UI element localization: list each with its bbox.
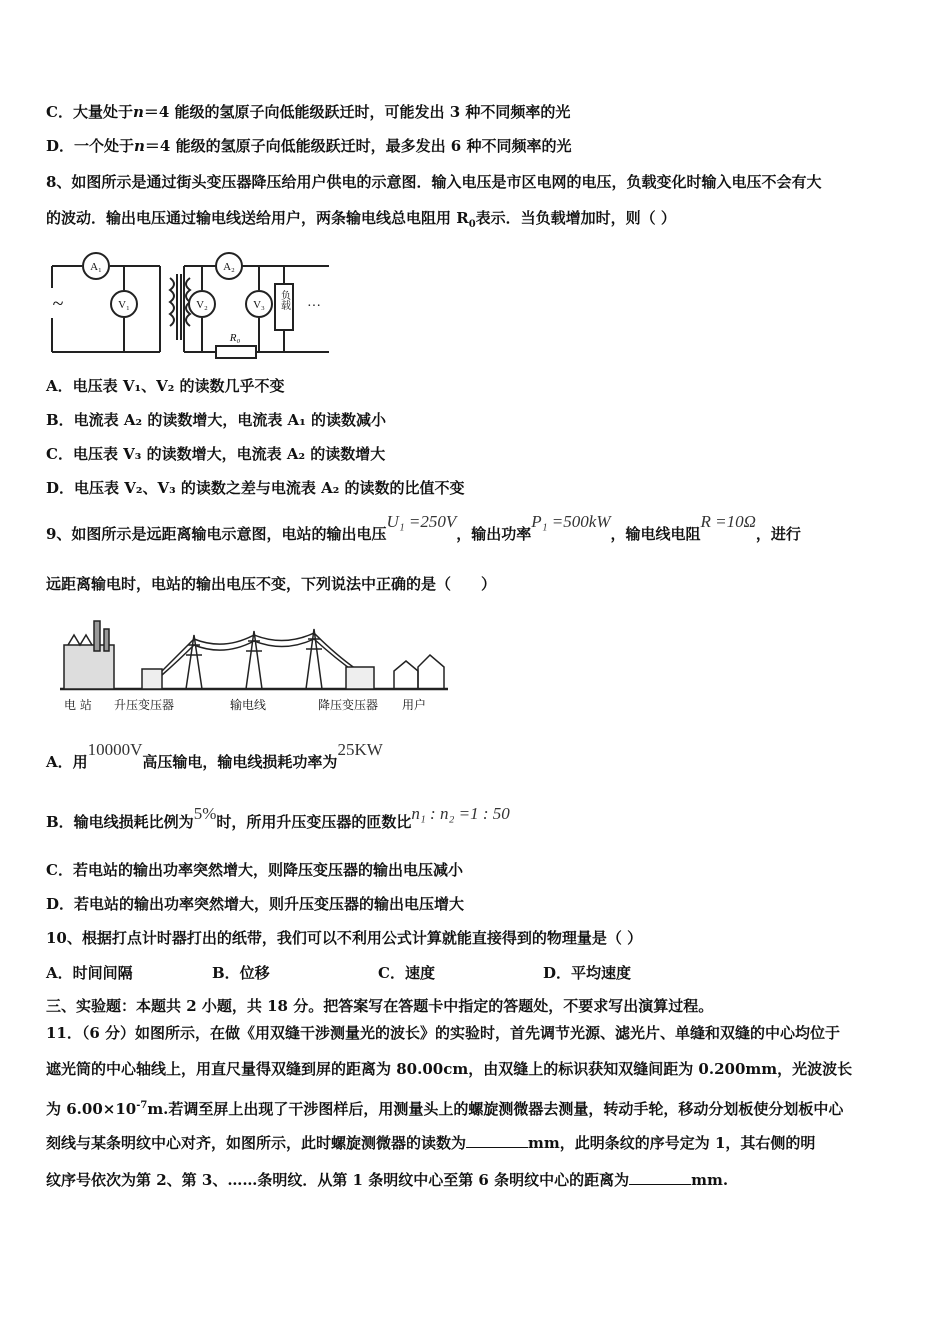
q8-option-b: B．电流表 A₂ 的读数增大，电流表 A₁ 的读数减小 (46, 411, 386, 429)
section-3-title: 三、实验题：本题共 2 小题，共 18 分。把答案写在答题卡中指定的答题处，不要求写出演算过程。 (46, 997, 714, 1015)
q10-option-d: D．平均速度 (543, 964, 632, 982)
continuation-dots: ··· (307, 299, 321, 314)
q9-stem-line2: 远距离输电时，电站的输出电压不变，下列说法中正确的是（ ） (46, 575, 497, 593)
q11-line4: 刻线与某条明纹中心对齐，如图所示，此时螺旋测微器的读数为 mm，此明条纹的序号定为 1，其右侧的明 (46, 1134, 816, 1152)
q11-line1: 11．（6 分）如图所示，在做《用双缝干涉测量光的波长》的实验时，首先调节光源、滤光片、单缝和双缝的中心均位于 (46, 1024, 841, 1042)
voltmeter-v1-label: V₁ (118, 299, 130, 311)
q8-stem-line2: 的波动．输出电压通过输电线送给用户，两条输电线总电阻用 $R_0$表示．当负载增加时，则（ ） (46, 209, 676, 230)
q9-transmission-figure (56, 615, 450, 715)
q8-option-c: C．电压表 V₃ 的读数增大，电流表 A₂ 的读数增大 (46, 445, 386, 463)
ammeter-a2-label: A₂ (223, 261, 235, 273)
q8-circuit-figure (44, 248, 339, 360)
q9-option-c: C．若电站的输出功率突然增大，则降压变压器的输出电压减小 (46, 861, 463, 879)
q8-option-d: D．电压表 V₂、V₃ 的读数之差与电流表 A₂ 的读数的比值不变 (46, 479, 465, 497)
label-power-station: 电 站 (64, 698, 92, 712)
label-step-up-transformer: 升压变压器 (114, 698, 175, 712)
label-step-down-transformer: 降压变压器 (318, 698, 379, 712)
q10-option-b: B．位移 (212, 964, 270, 982)
q8-stem-line1: 8、如图所示是通过街头变压器降压给用户供电的示意图．输入电压是市区电网的电压，负载变化时输入电压不会有大 (46, 173, 822, 191)
q9-stem-line1: 9、如图所示是远距离输电示意图，电站的输出电压U₁ =250V，输出功率P₁ =500kW，输电线电阻R =10Ω，进行 (46, 512, 801, 543)
answer-blank-distance[interactable] (629, 1170, 691, 1185)
q9-option-b: B．输电线损耗比例为5%时，所用升压变压器的匝数比n₁ : n₂ =1 : 50 (46, 804, 510, 831)
ammeter-a1-label: A₁ (90, 261, 102, 273)
ac-source-symbol: ~ (52, 293, 64, 315)
answer-blank-reading[interactable] (466, 1133, 528, 1148)
q9-option-a: A．用10000V高压输电，输电线损耗功率为25KW (46, 740, 383, 771)
q7-option-c: C．大量处于n＝4 能级的氢原子向低能级跃迁时，可能发出 3 种不同频率的光 (46, 103, 571, 121)
q11-line2: 遮光筒的中心轴线上，用直尺量得双缝到屏的距离为 80.00cm，由双缝上的标识获知双缝间距为 0.200mm，光波波长 (46, 1060, 853, 1078)
q10-stem: 10、根据打点计时器打出的纸带，我们可以不利用公式计算就能直接得到的物理量是（ ） (46, 929, 643, 947)
q10-option-a: A．时间间隔 (46, 964, 133, 982)
resistor-r0-label: R₀ (229, 332, 241, 344)
q11-line3: 为 $6.00\times 10^{-7}m$.若调至屏上出现了干涉图样后，用测量头上的螺旋测微器去测量，转动手轮，移动分划板使分划板中心 (46, 1100, 844, 1118)
q8-option-a: A．电压表 V₁、V₂ 的读数几乎不变 (46, 377, 285, 395)
load-label: 负载 (278, 290, 290, 310)
q9-option-d: D．若电站的输出功率突然增大，则升压变压器的输出电压增大 (46, 895, 465, 913)
q10-option-c: C．速度 (378, 964, 435, 982)
q7-option-d: D．一个处于n＝4 能级的氢原子向低能级跃迁时，最多发出 6 种不同频率的光 (46, 137, 572, 155)
label-transmission-line: 输电线 (230, 698, 267, 712)
q11-line5: 纹序号依次为第 2、第 3、……条明纹．从第 1 条明纹中心至第 6 条明纹中心的距离为 mm. (46, 1171, 729, 1189)
label-user: 用户 (402, 698, 427, 712)
voltmeter-v2-label: V₂ (196, 299, 208, 311)
voltmeter-v3-label: V₃ (253, 299, 265, 311)
